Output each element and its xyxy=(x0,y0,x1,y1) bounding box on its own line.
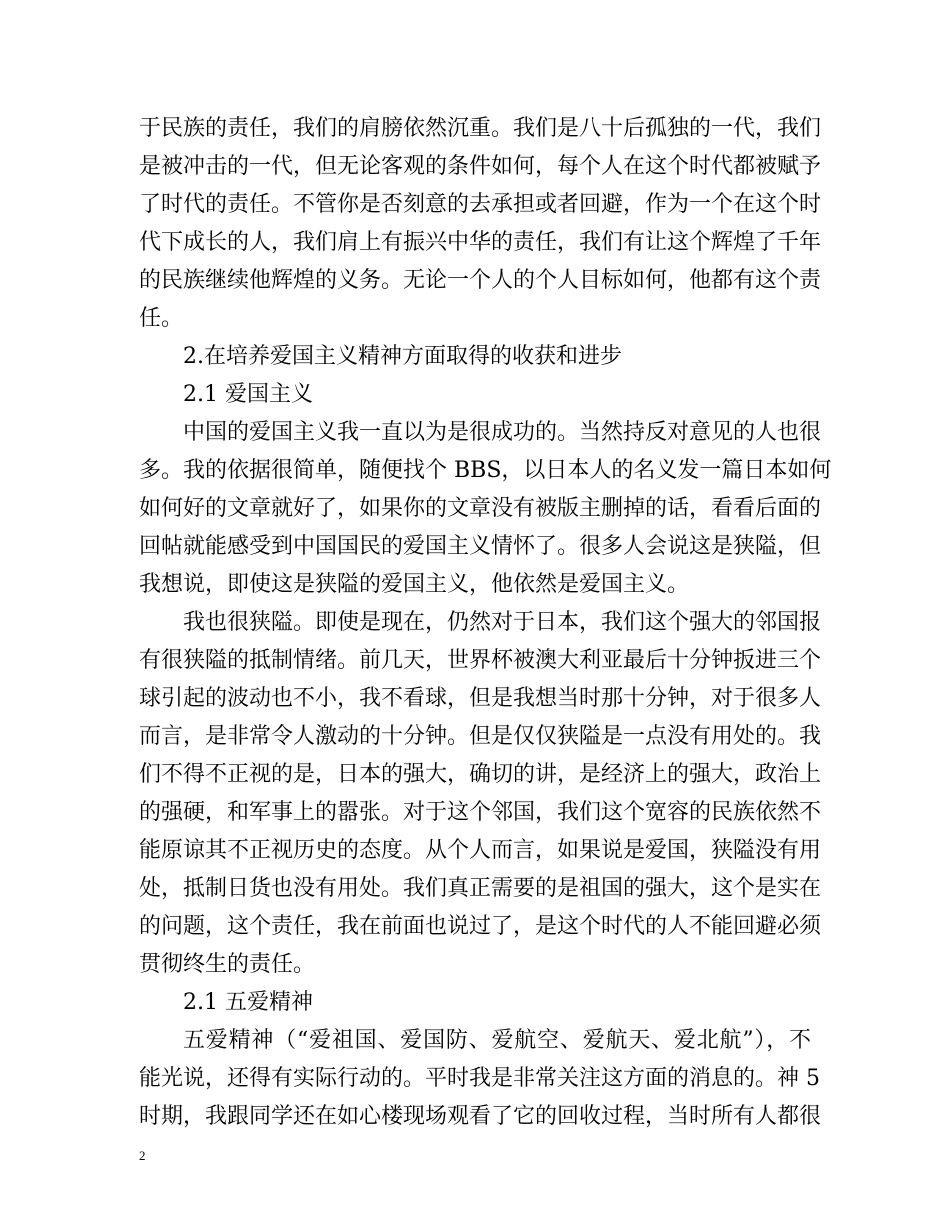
text-line: 回帖就能感受到中国国民的爱国主义情怀了。很多人会说这是狭隘，但 xyxy=(139,534,822,559)
text-line: 代下成长的人，我们肩上有振兴中华的责任，我们有让这个辉煌了千年 xyxy=(139,230,822,255)
text-line: 是被冲击的一代，但无论客观的条件如何，每个人在这个时代都被赋予 xyxy=(139,154,822,179)
paragraph xyxy=(139,1022,822,1136)
page-number: 2 xyxy=(139,1148,146,1163)
text-line: 2.1 五爱精神 xyxy=(183,990,313,1015)
text-line: 的强硬，和军事上的嚣张。对于这个邻国，我们这个宽容的民族依然不 xyxy=(139,800,822,825)
text-line: 时期，我跟同学还在如心楼现场观看了它的回收过程，当时所有人都很 xyxy=(139,1104,822,1129)
page-body xyxy=(139,110,832,1136)
text-line: 有很狭隘的抵制情绪。前几天，世界杯被澳大利亚最后十分钟扳进三个 xyxy=(139,648,822,673)
text-line: 处，抵制日货也没有用处。我们真正需要的是祖国的强大，这个是实在 xyxy=(139,876,822,901)
paragraph xyxy=(139,414,832,604)
text-line: 2.在培养爱国主义精神方面取得的收获和进步 xyxy=(183,344,622,369)
text-line: 于民族的责任，我们的肩膀依然沉重。我们是八十后孤独的一代，我们 xyxy=(139,116,822,141)
section-heading xyxy=(139,984,811,1022)
section-heading xyxy=(139,376,811,414)
text-line: 五爱精神（“爱祖国、爱国防、爱航空、爱航天、爱北航”），不 xyxy=(183,1028,811,1053)
text-line: 了时代的责任。不管你是否刻意的去承担或者回避，作为一个在这个时 xyxy=(139,192,822,217)
text-line: 球引起的波动也不小，我不看球，但是我想当时那十分钟，对于很多人 xyxy=(139,686,822,711)
text-line: 能原谅其不正视历史的态度。从个人而言，如果说是爱国，狭隘没有用 xyxy=(139,838,822,863)
text-line: 如何好的文章就好了，如果你的文章没有被版主删掉的话，看看后面的 xyxy=(139,496,822,521)
section-heading xyxy=(139,338,811,376)
paragraph xyxy=(139,110,822,338)
text-line: 贯彻终生的责任。 xyxy=(139,952,316,977)
text-line: 我想说，即使这是狭隘的爱国主义，他依然是爱国主义。 xyxy=(139,572,690,597)
text-line: 们不得不正视的是，日本的强大，确切的讲，是经济上的强大，政治上 xyxy=(139,762,822,787)
text-line: 中国的爱国主义我一直以为是很成功的。当然持反对意见的人也很 xyxy=(183,420,822,445)
text-line: 任。 xyxy=(139,306,184,331)
text-line: 而言，是非常令人激动的十分钟。但是仅仅狭隘是一点没有用处的。我 xyxy=(139,724,822,749)
paragraph xyxy=(139,604,822,984)
text-line: 2.1 爱国主义 xyxy=(183,382,313,407)
text-line: 多。我的依据很简单，随便找个 BBS，以日本人的名义发一篇日本如何 xyxy=(139,458,832,483)
text-line: 能光说，还得有实际行动的。平时我是非常关注这方面的消息的。神 5 xyxy=(139,1066,820,1091)
text-line: 的问题，这个责任，我在前面也说过了，是这个时代的人不能回避必须 xyxy=(139,914,822,939)
text-line: 我也很狭隘。即使是现在，仍然对于日本，我们这个强大的邻国报 xyxy=(183,610,822,635)
text-line: 的民族继续他辉煌的义务。无论一个人的个人目标如何，他都有这个责 xyxy=(139,268,822,293)
